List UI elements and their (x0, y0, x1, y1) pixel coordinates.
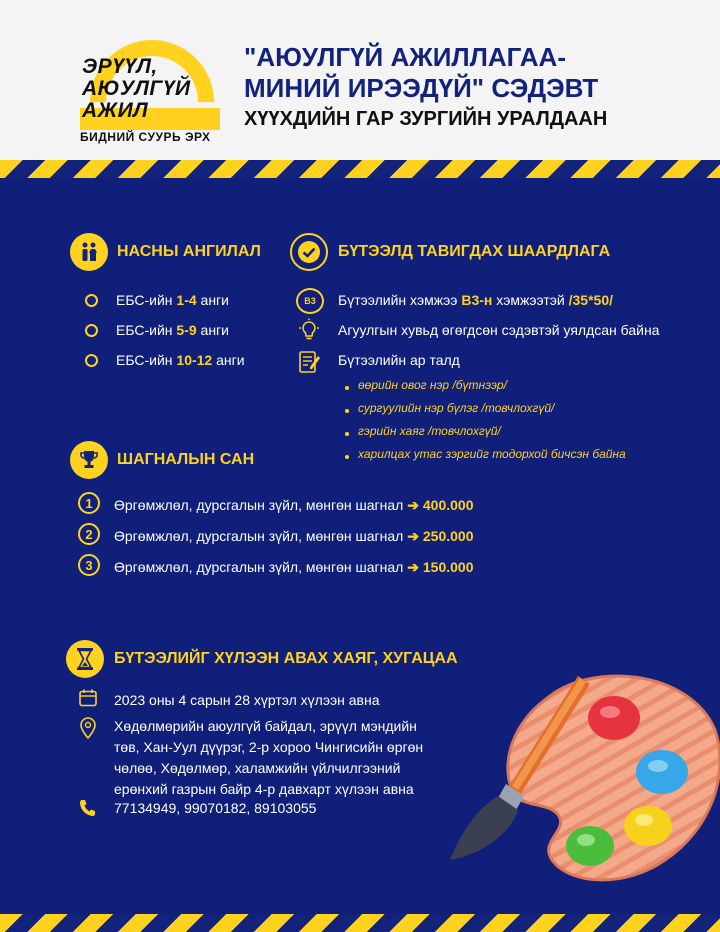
rank-badge: 3 (78, 554, 100, 576)
bullet (85, 354, 98, 367)
rank-badge: 1 (78, 492, 100, 514)
prize-item: Өргөмжлөл, дурсгалын зүйл, мөнгөн шагнал ➔ 150.000 (114, 559, 474, 575)
phone-text: 77134949, 99070182, 89103055 (114, 800, 317, 816)
trophy-icon (70, 441, 108, 479)
people-icon (70, 233, 108, 271)
paint-palette-illustration (440, 660, 720, 910)
sub-bullet (345, 409, 349, 413)
b3-paper-icon: B3 (296, 288, 324, 314)
size-requirement: Бүтээлийн хэмжээ B3-н хэмжээтэй /35*50/ (338, 292, 613, 308)
page-title: "АЮУЛГҮЙ АЖИЛЛАГАА- МИНИЙ ИРЭЭДҮЙ" СЭДЭВТ (244, 42, 599, 103)
back-item: сургуулийн нэр бүлэг /товчлохгүй/ (358, 401, 555, 415)
sub-bullet (345, 386, 349, 390)
rank-badge: 2 (78, 523, 100, 545)
lightbulb-icon (297, 318, 321, 347)
calendar-icon (78, 688, 98, 713)
top-stripe (0, 160, 720, 178)
location-pin-icon (79, 717, 97, 744)
document-pen-icon (298, 350, 322, 381)
bottom-stripe (0, 914, 720, 932)
back-item: харилцах утас зэргийг тодорхой бичсэн байна (358, 447, 626, 461)
age-item: ЕБС-ийн 10-12 анги (116, 352, 245, 368)
hourglass-icon (66, 640, 104, 678)
bullet (85, 324, 98, 337)
age-item: ЕБС-ийн 5-9 анги (116, 322, 229, 338)
deadline-text: 2023 оны 4 сарын 28 хүртэл хүлээн авна (114, 692, 380, 708)
prize-item: Өргөмжлөл, дурсгалын зүйл, мөнгөн шагнал ➔ 250.000 (114, 528, 474, 544)
bullet (85, 294, 98, 307)
theme-requirement: Агуулгын хувьд өгөгдсөн сэдэвтэй уялдсан байна (338, 322, 660, 338)
requirements-section-title: БҮТЭЭЛД ТАВИГДАХ ШААРДЛАГА (338, 243, 611, 260)
prize-section-title: ШАГНАЛЫН САН (117, 451, 255, 468)
back-requirement: Бүтээлийн ар талд (338, 352, 460, 368)
check-circle-icon (290, 233, 328, 271)
age-section-title: НАСНЫ АНГИЛАЛ (117, 243, 261, 260)
page-subtitle: ХҮҮХДИЙН ГАР ЗУРГИЙН УРАЛДААН (244, 108, 608, 130)
address-text: Хөдөлмөрийн аюулгүй байдал, эрүүл мэндийн төв, Хан-Уул дүүрэг, 2-р хороо Чингисийн өргөн чөлөө, Хөдөлмөр, халамжийн үйлчилгээний ерөнхий газрын байр 4-р давхарт хүлээн авна (114, 718, 424, 797)
logo (72, 38, 232, 148)
back-item: өөрийн овог нэр /бүтнээр/ (358, 378, 507, 392)
logo-subtitle: БИДНИЙ СУУРЬ ЭРХ (80, 130, 211, 144)
header (0, 0, 720, 160)
age-item: ЕБС-ийн 1-4 анги (116, 292, 229, 308)
submission-section-title: БҮТЭЭЛИЙГ ХҮЛЭЭН АВАХ ХАЯГ, ХУГАЦАА (114, 650, 458, 667)
phone-icon (78, 798, 96, 823)
prize-item: Өргөмжлөл, дурсгалын зүйл, мөнгөн шагнал ➔ 400.000 (114, 497, 474, 513)
logo-text: ЭРҮҮЛ, АЮУЛГҮЙ АЖИЛ (82, 55, 191, 122)
sub-bullet (345, 432, 349, 436)
sub-bullet (345, 455, 349, 459)
back-item: гэрийн хаяг /товчлохгүй/ (358, 424, 501, 438)
